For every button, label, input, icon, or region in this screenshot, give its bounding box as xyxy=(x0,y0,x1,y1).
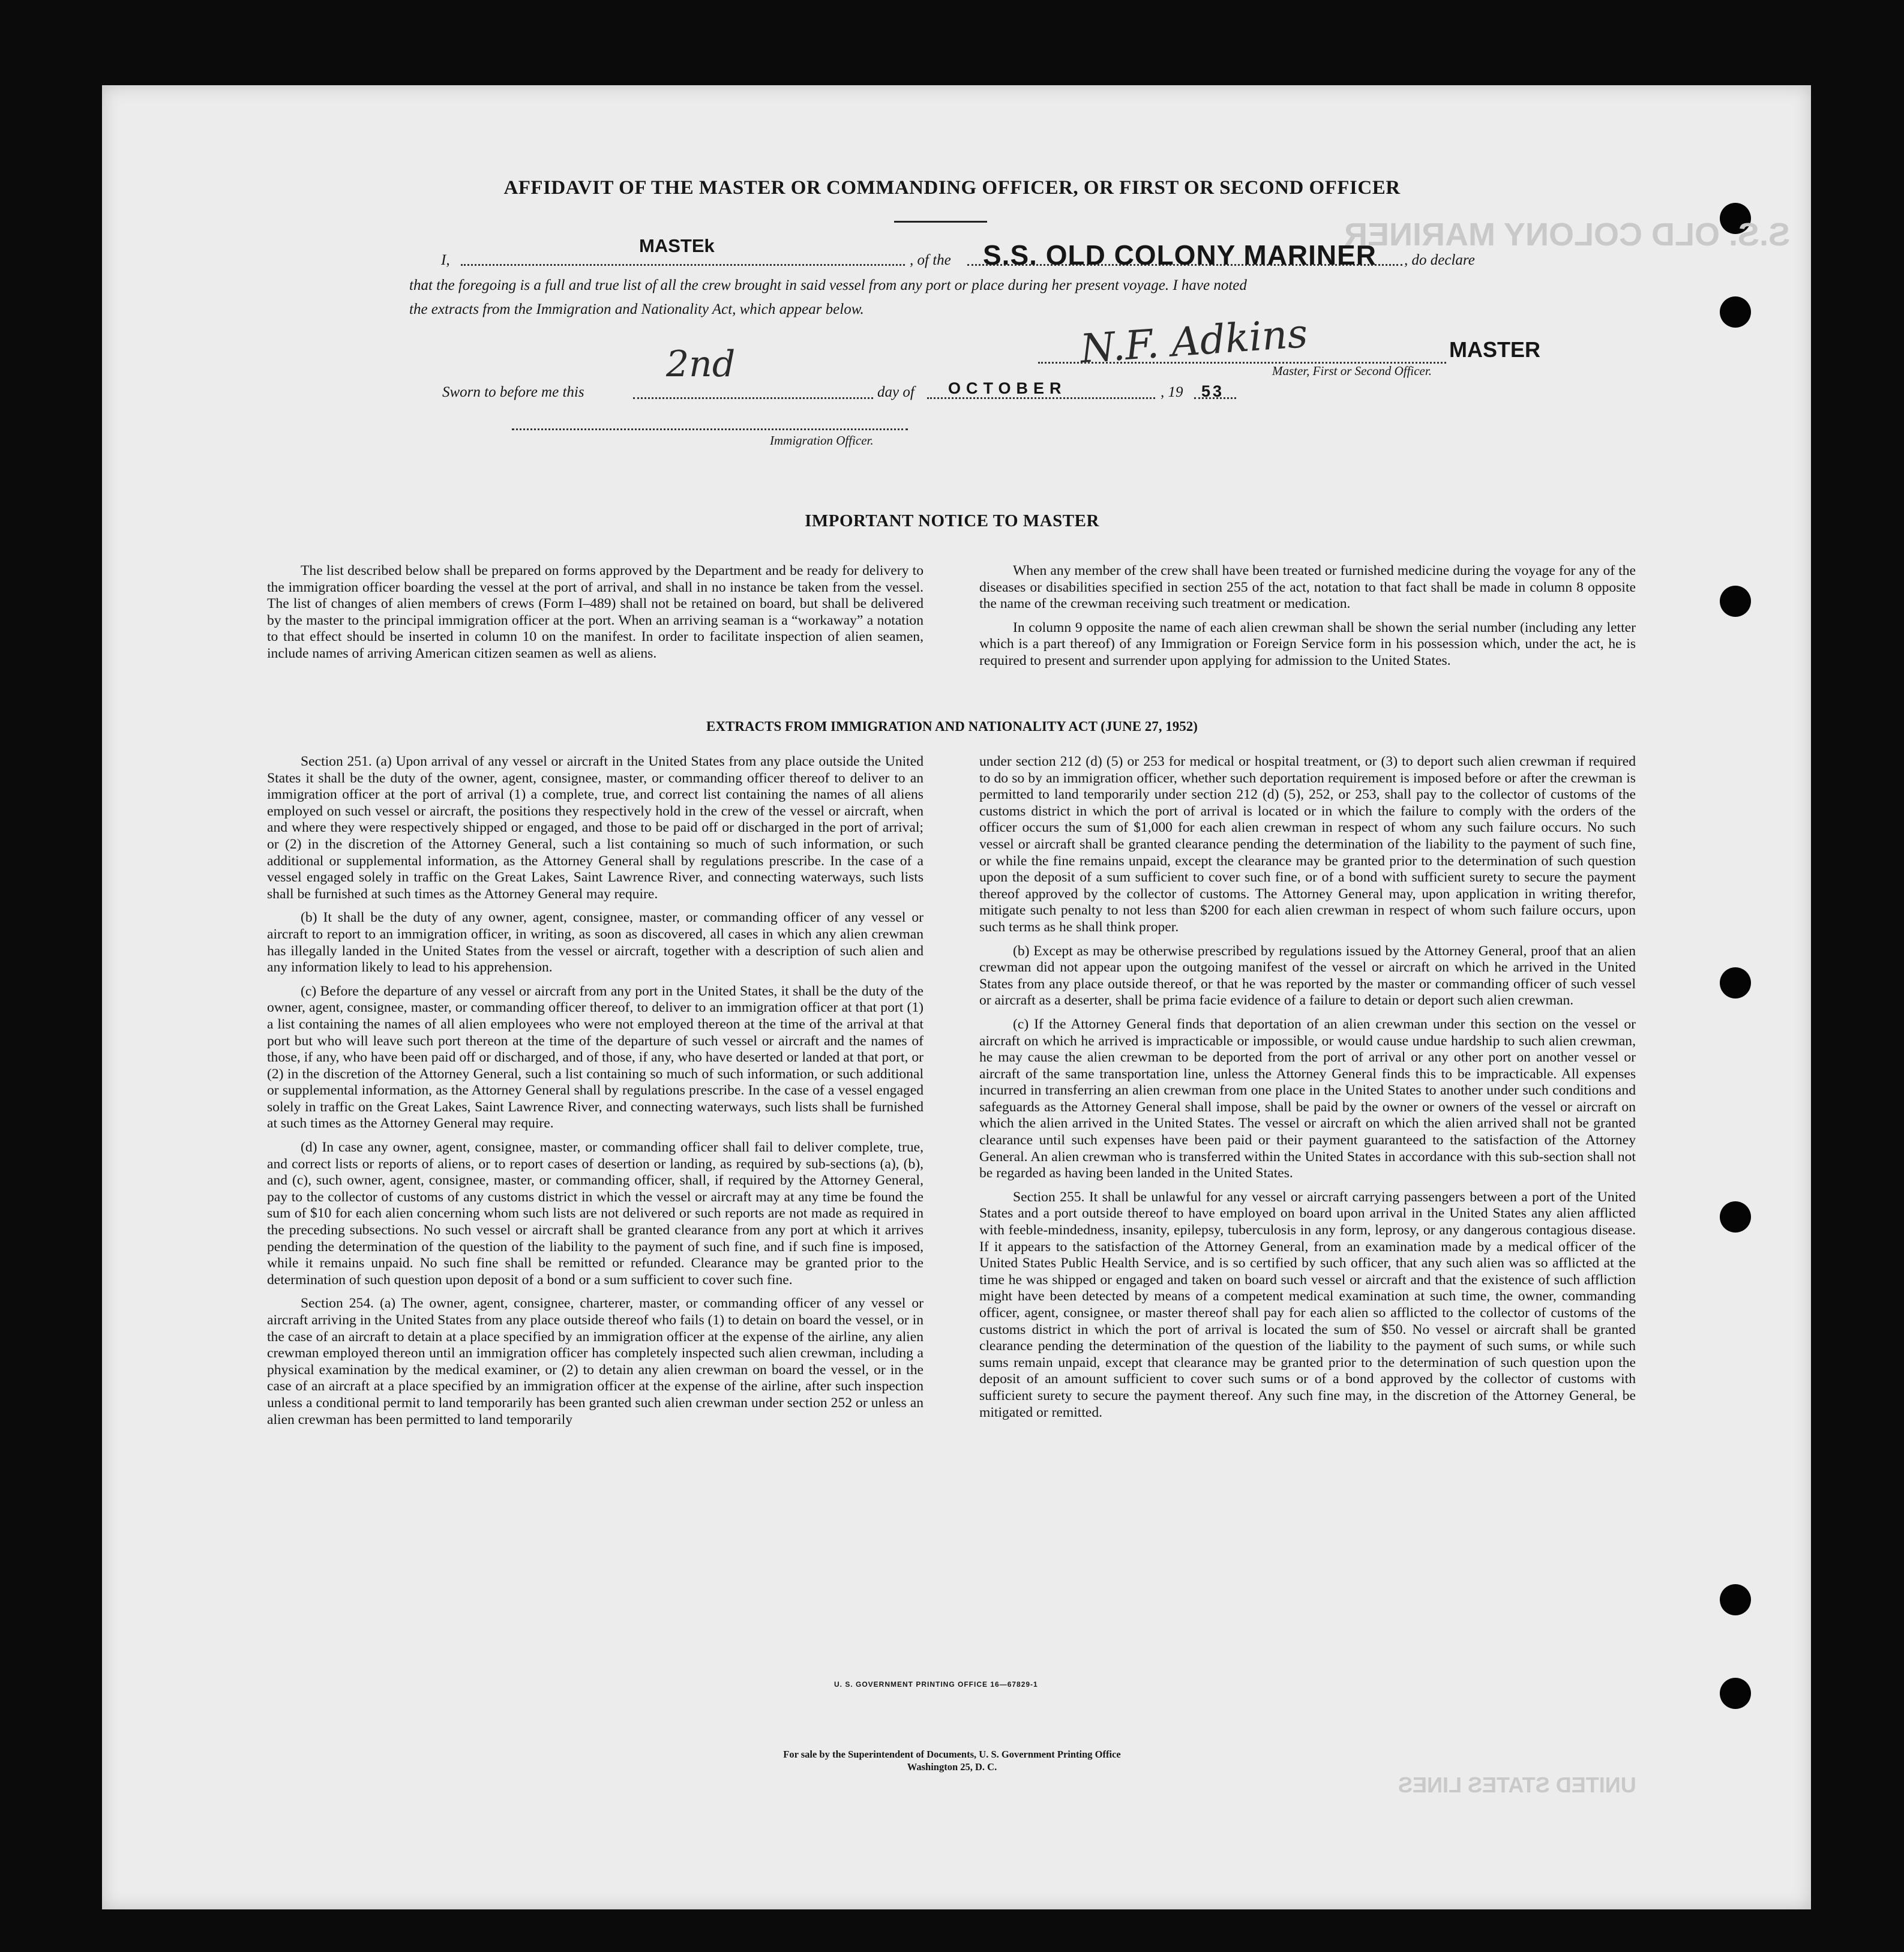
section-paragraph: Section 254. (a) The owner, agent, consignee, charterer, master, or commanding officer of any vessel or aircraft arriving in the United States from any place outside thereof who fails (1) to detain on board the vessel, or in the case of an aircraft to detain at a place specified by an immigration officer at the expense of the airline, any alien crewman employed thereon until an immigration officer has completely inspected such alien crewman, including a physical examination by the medical examiner, or (2) to detain any alien crewman on board the vessel, or in the case of an aircraft at a place specified by an immigration officer at the expense of the airline, after such inspection unless a conditional permit to land temporarily has been granted such alien crewman under section 252 or unless an alien crewman has been permitted to land temporarily xyxy=(267,1296,923,1428)
bleed-through-line: UNITED STATES LINES xyxy=(1398,1773,1636,1797)
officer-signature-line xyxy=(512,428,908,430)
for-sale-line-2: Washington 25, D. C. xyxy=(907,1761,997,1773)
sworn-day: 2nd xyxy=(666,343,736,385)
i-label: I, xyxy=(441,252,450,268)
notice-paragraph: The list described below shall be prepared on forms approved by the Department and be ready for delivery to the immigration officer boarding the vessel at the port of arrival, and shall in no instance be taken from the vessel. The list of changes of alien members of crews (Form I–489) shall not be retained on board, but shall be delivered by the master to the principal immigration officer at the port. When an arriving seaman is a “workaway” a notation to that effect should be inserted in column 10 on the manifest. In order to facilitate inspection of alien seamen, include names of arriving American citizen seamen as well as aliens. xyxy=(267,563,923,661)
section-paragraph: (d) In case any owner, agent, consignee, master, or commanding officer shall fail to deliver complete, true, and correct lists or reports of aliens, or to report cases of desertion or landing, as required by sub-sections (a), (b), and (c), such owner, agent, consignee, master, or commanding officer, shall, if required by the Attorney General, pay to the collector of customs of any customs district in which the vessel or aircraft may at any time be found the sum of $10 for each alien concerning whom such lists are not delivered or such reports are not made as required in the preceding subsections. No such vessel or aircraft shall be granted clearance from any port at which it arrives pending the determination of the question of the liability to the payment of such fine, and if such fine is imposed, while it remains unpaid. No such fine shall be remitted or refunded. Clearance may be granted prior to the determination of such question upon deposit of a bond or a sum sufficient to cover such fine. xyxy=(267,1140,923,1288)
section-paragraph: (b) Except as may be otherwise prescribed by regulations issued by the Attorney General, proof that an alien crewman did not appear upon the outgoing manifest of the vessel or aircraft on which he arrived in the United States from any place outside thereof, or that he was reported by the master or commanding officer of such vessel or aircraft as a deserter, shall be prima facie evidence of a failure to detain or deport such alien crewman. xyxy=(979,943,1636,1009)
master-signature: N.F. Adkins xyxy=(1078,310,1309,373)
officer-caption: Immigration Officer. xyxy=(770,433,874,448)
title-divider xyxy=(894,221,987,223)
punch-hole xyxy=(1720,586,1751,617)
affidavit-title: AFFIDAVIT OF THE MASTER OR COMMANDING OFFICER, OR FIRST OR SECOND OFFICER xyxy=(503,177,1401,199)
section-paragraph: Section 251. (a) Upon arrival of any vessel or aircraft in the United States from any place outside the United States it shall be the duty of the owner, agent, consignee, master, or commanding officer thereof to deliver to an immigration officer at the port of arrival (1) a complete, true, and correct list containing the names of all aliens employed on such vessel or aircraft, the positions they respectively hold in the crew of the vessel or aircraft, when and where they were respectively shipped or engaged, and those to be paid off or discharged in the port of arrival; or (2) in the discretion of the Attorney General, such a list containing so much of such information, or such additional or supplemental information, as the Attorney General shall by regulations prescribe. In the case of a vessel engaged solely in traffic on the Great Lakes, Saint Lawrence River, and connecting waterways, such lists shall be furnished at such times as the Attorney General may require. xyxy=(267,754,923,902)
day-field-line xyxy=(633,397,873,399)
notice-paragraph: In column 9 opposite the name of each alien crewman shall be shown the serial number (including any letter which is a part thereof) of any Immigration or Foreign Service form in his possession which, under the act, he is required to present and surrender upon applying for admission to the United States. xyxy=(979,619,1636,668)
notice-left-column xyxy=(267,563,923,670)
declaration-line-1: that the foregoing is a full and true list of all the crew brought in said vessel from any port or place during her present voyage. I have noted xyxy=(409,277,1247,293)
section-continuation: under section 212 (d) (5) or 253 for medical or hospital treatment, or (3) to deport such alien crewman if required to do so by an immigration officer, whether such deportation requirement is imposed before or after the crewman is permitted to land temporarily under section 212 (d) (5), 252, or 253, shall pay to the collector of customs of the customs district in which the port of arrival is located or in which the failure to comply with the orders of the officer occurs the sum of $1,000 for each alien crewman in respect of whom any such failure occurs. No such vessel or aircraft shall be granted clearance pending the determination of the liability to the payment of such fine, or while the fine remains unpaid, except the clearance may be granted prior to the determination of such question upon the deposit of a sum sufficient to cover such fine, or of a bond with sufficient surety to secure the payment thereof approved by the collector of customs. The Attorney General may, upon application in writing therefor, mitigate such penalty to not less than $200 for each alien crewman in respect of whom such failure occurs, upon such terms as he shall think proper. xyxy=(979,754,1636,935)
section-paragraph: (b) It shall be the duty of any owner, agent, consignee, master, or commanding officer of any vessel or aircraft to report to an immigration officer, in writing, as soon as discovered, all cases in which any alien crewman has illegally landed in the United States from the vessel or aircraft, together with a description of such alien and any information likely to lead to his apprehension. xyxy=(267,910,923,976)
section-paragraph: (c) Before the departure of any vessel or aircraft from any port in the United States, it shall be the duty of the owner, agent, consignee, master, or commanding officer thereof, to deliver to an immigration officer at that port (1) a list containing the names of all alien employees who were not employed thereon at the time of the arrival at that port but who will leave such port thereon at the time of the departure of such vessel or aircraft and the names of those, if any, who have been paid off or discharged, and of those, if any, who have deserted or landed at that port, or (2) in the discretion of the Attorney General, such a list containing so much of such information, or such additional or supplemental information, as the Attorney General shall by regulations prescribe. In the case of a vessel engaged solely in traffic on the Great Lakes, Saint Lawrence River, and connecting waterways, such lists shall be furnished at such times as the Attorney General may require. xyxy=(267,983,923,1132)
of-the-label: , of the xyxy=(910,252,951,268)
extracts-right-column xyxy=(979,754,1636,1428)
for-sale-notice xyxy=(0,1748,1904,1773)
extracts-title: EXTRACTS FROM IMMIGRATION AND NATIONALITY ACT (JUNE 27, 1952) xyxy=(706,719,1198,734)
filled-name: MASTEk xyxy=(639,235,715,256)
punch-hole xyxy=(1720,1201,1751,1233)
punch-hole xyxy=(1720,296,1751,328)
signer-caption: Master, First or Second Officer. xyxy=(1272,364,1432,378)
vessel-name: S.S. OLD COLONY MARINER xyxy=(983,239,1377,271)
declaration-line-2: the extracts from the Immigration and Nationality Act, which appear below. xyxy=(409,301,864,317)
section-paragraph: (c) If the Attorney General finds that deportation of an alien crewman under this section on the vessel or aircraft on which he arrived is impracticable or impossible, or would cause undue hardship to such alien crewman, he may cause the alien crewman to be deported from the port of arrival or any other port on another vessel or aircraft of the same transportation line, unless the Attorney General finds this to be impracticable. All expenses incurred in transferring an alien crewman from one place in the United States to another under such conditions and safeguards as the Attorney General shall impose, shall be paid by the owner or owners of the vessel or aircraft on which the alien arrived in the United States. The vessel or aircraft on which the alien arrived shall not be granted clearance until such expenses have been paid or their payment guaranteed to the satisfaction of the Attorney General. An alien crewman who is transferred within the United States in accordance with this sub-section shall not be regarded as having been landed in the United States. xyxy=(979,1016,1636,1182)
punch-hole xyxy=(1720,1678,1751,1709)
year-suffix: 53 xyxy=(1201,382,1225,400)
for-sale-line-1: For sale by the Superintendent of Documents, U. S. Government Printing Office xyxy=(783,1749,1121,1760)
name-field-line xyxy=(461,264,905,266)
punch-hole xyxy=(1720,1584,1751,1615)
year-prefix: , 19 xyxy=(1161,384,1183,400)
notice-right-column xyxy=(979,563,1636,677)
do-declare-label: , do declare xyxy=(1404,252,1475,268)
signer-title: MASTER xyxy=(1449,337,1540,362)
sworn-label: Sworn to before me this xyxy=(442,384,584,400)
sworn-month: OCTOBER xyxy=(948,379,1067,397)
notice-paragraph: When any member of the crew shall have been treated or furnished medicine during the voyage for any of the diseases or disabilities specified in section 255 of the act, notation to that fact shall be made in column 8 opposite the name of the crewman receiving such treatment or medication. xyxy=(979,563,1636,612)
gpo-imprint: U. S. GOVERNMENT PRINTING OFFICE 16—67829-1 xyxy=(834,1680,1038,1689)
extracts-left-column xyxy=(267,754,923,1435)
notice-title: IMPORTANT NOTICE TO MASTER xyxy=(805,511,1099,530)
section-paragraph: Section 255. It shall be unlawful for any vessel or aircraft carrying passengers between a port of the United States and a port outside thereof to have employed on board upon arrival in the United States any alien afflicted with feeble-mindedness, insanity, epilepsy, tuberculosis in any form, leprosy, or any dangerous contagious disease. If it appears to the satisfaction of the Attorney General, from an examination made by a medical officer of the United States Public Health Service, and is so certified by such officer, that any such alien was so afflicted at the time he was shipped or engaged and taken on board such vessel or aircraft and that the existence of such affliction might have been detected by means of a competent medical examination at such time, the owner, commanding officer, agent, consignee, or master thereof shall pay for each alien so afflicted to the collector of customs of the customs district in which the port of arrival is located the sum of $50. No vessel or aircraft shall be granted clearance pending the determination of the question of the liability to the payment of such sums, or while such sums remain unpaid, except that clearance may be granted prior to the determination of such question upon the deposit of an amount sufficient to cover such sums or of a bond approved by the collector of customs with sufficient surety to secure the payment thereof. Any such fine may, in the discretion of the Attorney General, be mitigated or remitted. xyxy=(979,1189,1636,1420)
punch-hole xyxy=(1720,967,1751,999)
bleed-through-vessel: S.S. OLD COLONY MARINER xyxy=(1344,217,1791,253)
day-of-label: day of xyxy=(877,384,914,400)
